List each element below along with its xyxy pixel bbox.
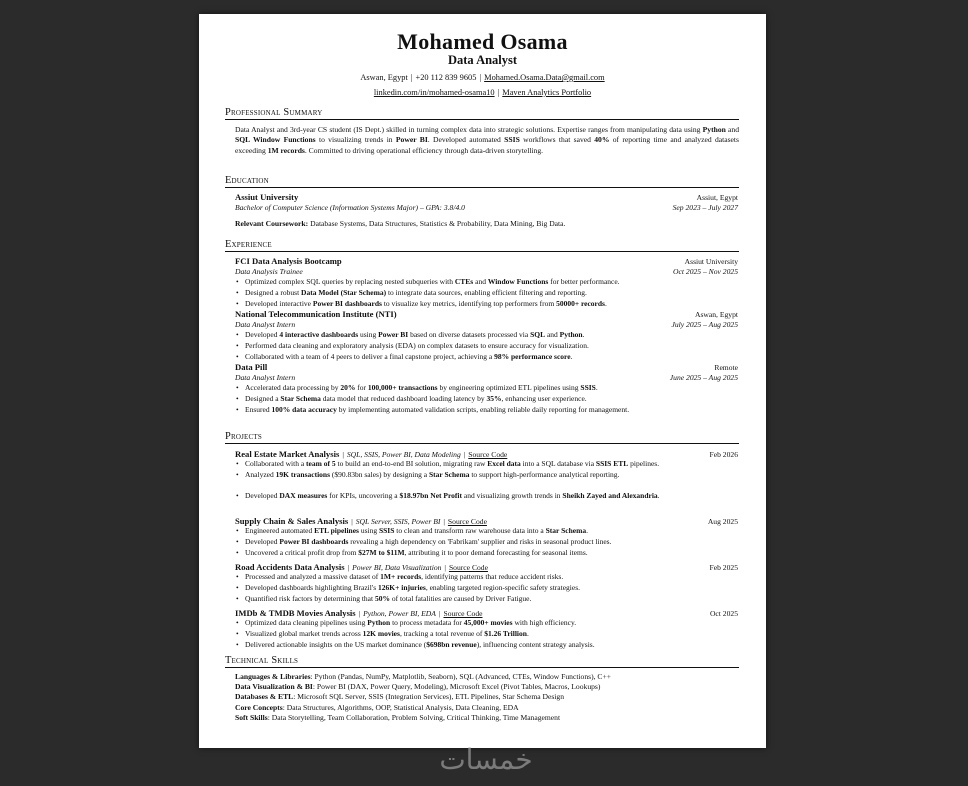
- bullet-text: .: [604, 299, 607, 308]
- bullet-text-bold: 20%: [340, 383, 356, 392]
- bullet-text: for KPIs, uncovering a: [327, 491, 400, 500]
- separator: |: [444, 563, 446, 572]
- skill-category: Core Concepts: [235, 702, 283, 712]
- coursework: [235, 219, 565, 229]
- separator: |: [463, 450, 466, 459]
- bullet-text: for: [355, 383, 368, 392]
- job-org: Data Pill: [235, 362, 268, 372]
- bullet-text-bold: Python: [367, 618, 391, 627]
- bullet-text: to integrate data sources, enabling efficient filtering and reporting.: [386, 288, 587, 297]
- bullet-text-bold: 126K+ injuries: [378, 583, 426, 592]
- bullet-text: and: [473, 277, 488, 286]
- bullet-text: Engineered automated: [245, 526, 315, 535]
- bullet-item: [245, 383, 739, 394]
- bullet-text-bold: 45,000+ movies: [463, 618, 513, 627]
- bullet-item: [245, 526, 739, 537]
- bullet-text-bold: $27M to $11M: [358, 548, 405, 557]
- skill-row: [235, 682, 600, 692]
- skill-values: : Data Structures, Algorithms, OOP, Statistical Analysis, Data Cleaning, EDA: [282, 702, 519, 712]
- skill-row: [235, 703, 519, 713]
- bullet-text-bold: $1.26 Trillion: [484, 629, 527, 638]
- bullet-text-bold: 100% data accuracy: [271, 405, 337, 414]
- project-tech: Python, Power BI, EDA: [363, 609, 436, 618]
- source-code-link[interactable]: Source Code: [448, 563, 488, 572]
- skill-values: : Python (Pandas, NumPy, Matplotlib, Seaborn), SQL (Advanced, CTEs, Window Functions), C++: [310, 672, 612, 681]
- bullet-text-bold: 19K transactions: [275, 470, 330, 479]
- project-date: Feb 2025: [709, 563, 738, 572]
- job-dates: Oct 2025 – Nov 2025: [673, 267, 738, 276]
- bullet-item: [245, 640, 739, 651]
- bullet-text: Analyzed: [245, 470, 276, 479]
- project-tech: SQL, SSIS, Power BI, Data Modeling: [346, 450, 461, 459]
- candidate-role: Data Analyst: [447, 53, 518, 67]
- job-place: Assiut University: [684, 257, 738, 266]
- contact-line: [199, 72, 766, 83]
- bullet-text: Optimized complex SQL queries by replacing nested subqueries with: [245, 277, 455, 286]
- source-code-link[interactable]: Source Code: [447, 517, 487, 526]
- text-bold: Power BI: [395, 135, 428, 145]
- bullet-item: [245, 352, 739, 363]
- bullet-text: into a SQL database via: [520, 459, 596, 468]
- project-name: Real Estate Market Analysis: [235, 449, 340, 459]
- bullet-text: ($90.83bn sales) by designing a: [330, 470, 429, 479]
- separator: |: [438, 609, 441, 618]
- text: to visualizing trends in: [315, 135, 396, 145]
- bullet-text: , enhancing user experience.: [501, 394, 587, 403]
- bullet-item: [245, 405, 739, 416]
- bullet-text-bold: SSIS: [580, 383, 596, 392]
- phone: +20 112 839 9605: [415, 73, 477, 82]
- job-place: Aswan, Egypt: [694, 310, 738, 319]
- bullet-text-bold: CTEs: [454, 277, 474, 286]
- bullet-text: Visualized global market trends across: [245, 629, 363, 638]
- bullet-text: to clean and transform raw warehouse data into a: [394, 526, 546, 535]
- bullet-text-bold: 98% performance score: [494, 352, 571, 361]
- skill-values: : Power BI (DAX, Power Query, Modeling), Microsoft Excel (Pivot Tables, Macros, Lookups): [312, 682, 601, 692]
- bullet-text: pipelines.: [628, 459, 660, 468]
- bullet-item: [245, 629, 739, 640]
- skill-category: Databases & ETL: [235, 692, 294, 702]
- separator: |: [479, 73, 482, 82]
- job-org: FCI Data Analysis Bootcamp: [235, 256, 342, 266]
- bullet-text-bold: Star Schema: [428, 470, 470, 479]
- text-bold: 1M records: [267, 145, 305, 155]
- text-bold: 40%: [594, 135, 610, 145]
- bullet-text: for better performance.: [548, 277, 620, 286]
- bullet-text: Optimized data cleaning pipelines using: [245, 618, 368, 627]
- separator: |: [497, 88, 500, 97]
- bullet-text-bold: team of 5: [306, 459, 336, 468]
- bullet-text: , enabling targeted region-specific safety strategies.: [425, 583, 581, 592]
- bullet-text-bold: 50000+ records: [556, 299, 605, 308]
- separator: |: [410, 73, 413, 82]
- bullet-text-bold: 4 interactive dashboards: [279, 330, 359, 339]
- bullet-text: Uncovered a critical profit drop from: [245, 548, 359, 557]
- text: . Committed to driving operational efficiency through data-driven storytelling.: [304, 145, 544, 155]
- project-name: Supply Chain & Sales Analysis: [235, 516, 349, 526]
- bullet-text: using: [358, 526, 379, 535]
- bullet-text-bold: SSIS: [378, 526, 395, 535]
- section-title-summary: Professional Summary: [225, 107, 739, 120]
- skill-category: Data Visualization & BI: [235, 682, 313, 692]
- bullet-item: [245, 330, 739, 341]
- bullet-text: to process metadata for: [390, 618, 464, 627]
- school-name: Assiut University: [235, 192, 299, 202]
- skill-category: Languages & Libraries: [235, 672, 311, 681]
- separator: |: [351, 517, 353, 526]
- job-role: Data Analysis Trainee: [235, 267, 303, 276]
- candidate-name: Mohamed Osama: [397, 29, 568, 54]
- project-date: Feb 2026: [709, 450, 738, 459]
- project-tech: SQL Server, SSIS, Power BI: [355, 517, 441, 526]
- bullet-text: Collaborated with a: [245, 459, 307, 468]
- location: Aswan, Egypt: [360, 73, 408, 82]
- skill-values: : Microsoft SQL Server, SSIS (Integration Services), ETL Pipelines, Star Schema Design: [293, 692, 565, 702]
- bullet-text: .: [582, 330, 585, 339]
- text: workflows that saved: [519, 135, 595, 145]
- section-title-education: Education: [225, 175, 739, 188]
- bullet-text: of total fatalities are caused by Driver Fatigue.: [389, 594, 532, 603]
- coursework-list: Database Systems, Data Structures, Statistics & Probability, Data Mining, Big Data.: [308, 219, 566, 228]
- project-name: Road Accidents Data Analysis: [235, 562, 345, 572]
- bullet-text-bold: Excel data: [487, 459, 521, 468]
- bullet-text: Developed: [245, 491, 280, 500]
- bullet-text-bold: Window Functions: [487, 277, 549, 286]
- text: of reporting time and analyzed datasets exceeding: [235, 135, 739, 155]
- bullet-item: [245, 548, 739, 559]
- section-title-skills: Technical Skills: [225, 655, 739, 668]
- coursework-label: Relevant Coursework:: [235, 219, 309, 228]
- bullet-text-bold: Star Schema: [545, 526, 587, 535]
- bullet-text: Designed a: [245, 394, 281, 403]
- section-title-projects: Projects: [225, 431, 739, 444]
- links-line: [199, 87, 766, 98]
- bullet-text-bold: Python: [559, 330, 583, 339]
- bullet-text-bold: 50%: [374, 594, 390, 603]
- bullet-item: [245, 470, 739, 481]
- bullet-text-bold: Power BI: [378, 330, 409, 339]
- bullet-item: [245, 537, 739, 548]
- bullet-text-bold: 1M+ records: [380, 572, 422, 581]
- bullet-text: Developed: [245, 537, 280, 546]
- bullet-text: to build an end-to-end BI solution, migrating raw: [335, 459, 488, 468]
- bullet-item: [245, 459, 739, 470]
- project-date: Aug 2025: [707, 517, 738, 526]
- bullet-text: .: [526, 629, 529, 638]
- bullet-item: [245, 594, 739, 605]
- text: and: [725, 125, 740, 134]
- bullet-text: based on diverse datasets processed via: [408, 330, 531, 339]
- watermark-logo: خمسات: [439, 743, 533, 776]
- email-link[interactable]: Mohamed.Osama.Data@gmail.com: [484, 73, 605, 82]
- separator: |: [358, 609, 361, 618]
- bullet-text: to visualize key metrics, identifying top performers from: [381, 299, 557, 308]
- bullet-text: by implementing automated validation scripts, enabling reliable daily reporting for management.: [336, 405, 630, 414]
- degree: Bachelor of Computer Science (Information Systems Major) – GPA: 3.8/4.0: [235, 203, 465, 212]
- bullet-text-bold: Sheikh Zayed and Alexandria: [562, 491, 658, 500]
- bullet-text: Collaborated with a team of 4 peers to deliver a final capstone project, achieving a: [245, 352, 495, 361]
- bullet-text: Performed data cleaning and exploratory analysis (EDA) on complex datasets to ensure accuracy for visualization.: [245, 341, 589, 350]
- bullet-text: revealing a high dependency on 'Fabrikam' supplier and risks in seasonal product lines.: [348, 537, 612, 546]
- skill-row: [235, 692, 564, 702]
- bullet-item: [245, 394, 739, 405]
- bullet-item: [245, 618, 739, 629]
- bullet-text: .: [570, 352, 573, 361]
- source-code-link[interactable]: Source Code: [468, 450, 508, 459]
- bullet-text: .: [595, 383, 598, 392]
- job-place: Remote: [714, 363, 738, 372]
- bullet-text: Processed and analyzed a massive dataset of: [245, 572, 381, 581]
- bullet-text: with high efficiency.: [512, 618, 577, 627]
- job-dates: June 2025 – Aug 2025: [669, 373, 738, 382]
- bullet-text: to support high-performance analytical reporting.: [469, 470, 620, 479]
- separator: |: [443, 517, 445, 526]
- summary-text: [235, 125, 739, 156]
- bullet-item: [245, 277, 739, 288]
- skill-values: : Data Storytelling, Team Collaboration, Problem Solving, Critical Thinking, Time Management: [267, 712, 561, 722]
- bullet-text: , identifying patterns that reduce accident risks.: [421, 572, 564, 581]
- bullet-item: [245, 288, 739, 299]
- bullet-text: Delivered actionable insights on the US market dominance (: [245, 640, 427, 649]
- bullet-text: , attributing it to poor demand forecasting for seasonal items.: [404, 548, 588, 557]
- job-role: Data Analyst Intern: [235, 373, 296, 382]
- bullet-text-bold: Star Schema: [280, 394, 321, 403]
- section-title-experience: Experience: [225, 239, 739, 252]
- bullet-text: ), influencing content strategy analysis.: [476, 640, 595, 649]
- bullet-text: and visualizing growth trends in: [462, 491, 563, 500]
- school-place: Assiut, Egypt: [696, 193, 738, 202]
- bullet-text-bold: DAX measures: [279, 491, 328, 500]
- bullet-item: [245, 583, 739, 594]
- project-tech: Power BI, Data Visualization: [352, 563, 442, 572]
- resume-page: [199, 14, 766, 748]
- text: Data Analyst and 3rd-year CS student (IS Dept.) skilled in turning complex data into strategic solutions. Expertise ranges from manipulating data using: [235, 125, 703, 134]
- bullet-text-bold: SQL: [530, 330, 546, 339]
- bullet-text-bold: 12K movies: [362, 629, 400, 638]
- project-date: Oct 2025: [709, 609, 738, 618]
- bullet-text-bold: Power BI dashboards: [279, 537, 349, 546]
- job-org: National Telecommunication Institute (NTI): [235, 309, 397, 319]
- skill-row: [235, 713, 560, 723]
- text-bold: SQL Window Functions: [235, 135, 316, 145]
- separator: |: [347, 563, 350, 572]
- bullet-text-bold: 35%: [486, 394, 502, 403]
- bullet-text-bold: $18.97bn Net Profit: [399, 491, 463, 500]
- bullet-text: Developed: [245, 330, 280, 339]
- bullet-text-bold: 100,000+ transactions: [367, 383, 438, 392]
- bullet-text: Developed dashboards highlighting Brazil's: [245, 583, 378, 592]
- bullet-text-bold: $698bn revenue: [426, 640, 477, 649]
- bullet-text: using: [358, 330, 379, 339]
- bullet-text-bold: Data Model (Star Schema): [301, 288, 387, 297]
- source-code-link[interactable]: Source Code: [443, 609, 483, 618]
- linkedin-link[interactable]: linkedin.com/in/mohamed-osama10: [373, 88, 495, 97]
- text-bold: Python: [702, 125, 726, 134]
- bullet-text: .: [657, 491, 660, 500]
- text: . Developed automated: [427, 135, 505, 145]
- bullet-text: Designed a robust: [245, 288, 302, 297]
- bullet-text-bold: SSIS ETL: [595, 459, 629, 468]
- bullet-item: [245, 491, 739, 502]
- project-name: IMDb & TMDB Movies Analysis: [235, 608, 356, 618]
- bullet-text: Developed interactive: [245, 299, 313, 308]
- education-dates: Sep 2023 – July 2027: [672, 203, 738, 212]
- bullet-item: [245, 299, 739, 310]
- bullet-text: , tracking a total revenue of: [399, 629, 485, 638]
- job-role: Data Analyst Intern: [235, 320, 296, 329]
- bullet-text: by engineering optimized ETL pipelines using: [437, 383, 581, 392]
- bullet-text-bold: Power BI dashboards: [312, 299, 382, 308]
- bullet-text: Accelerated data processing by: [245, 383, 341, 392]
- portfolio-link[interactable]: Maven Analytics Portfolio: [502, 88, 592, 97]
- skill-row: [235, 672, 611, 682]
- bullet-text: Ensured: [245, 405, 272, 414]
- bullet-item: [245, 572, 739, 583]
- bullet-item: [245, 341, 739, 352]
- bullet-text: .: [586, 526, 588, 535]
- skill-category: Soft Skills: [235, 712, 268, 722]
- bullet-text: Quantified risk factors by determining that: [245, 594, 375, 603]
- bullet-text: data model that reduced dashboard loading latency by: [320, 394, 487, 403]
- job-dates: July 2025 – Aug 2025: [671, 320, 738, 329]
- bullet-text-bold: ETL pipelines: [314, 526, 359, 535]
- bullet-text: and: [545, 330, 560, 339]
- separator: |: [342, 450, 344, 459]
- text-bold: SSIS: [504, 135, 520, 145]
